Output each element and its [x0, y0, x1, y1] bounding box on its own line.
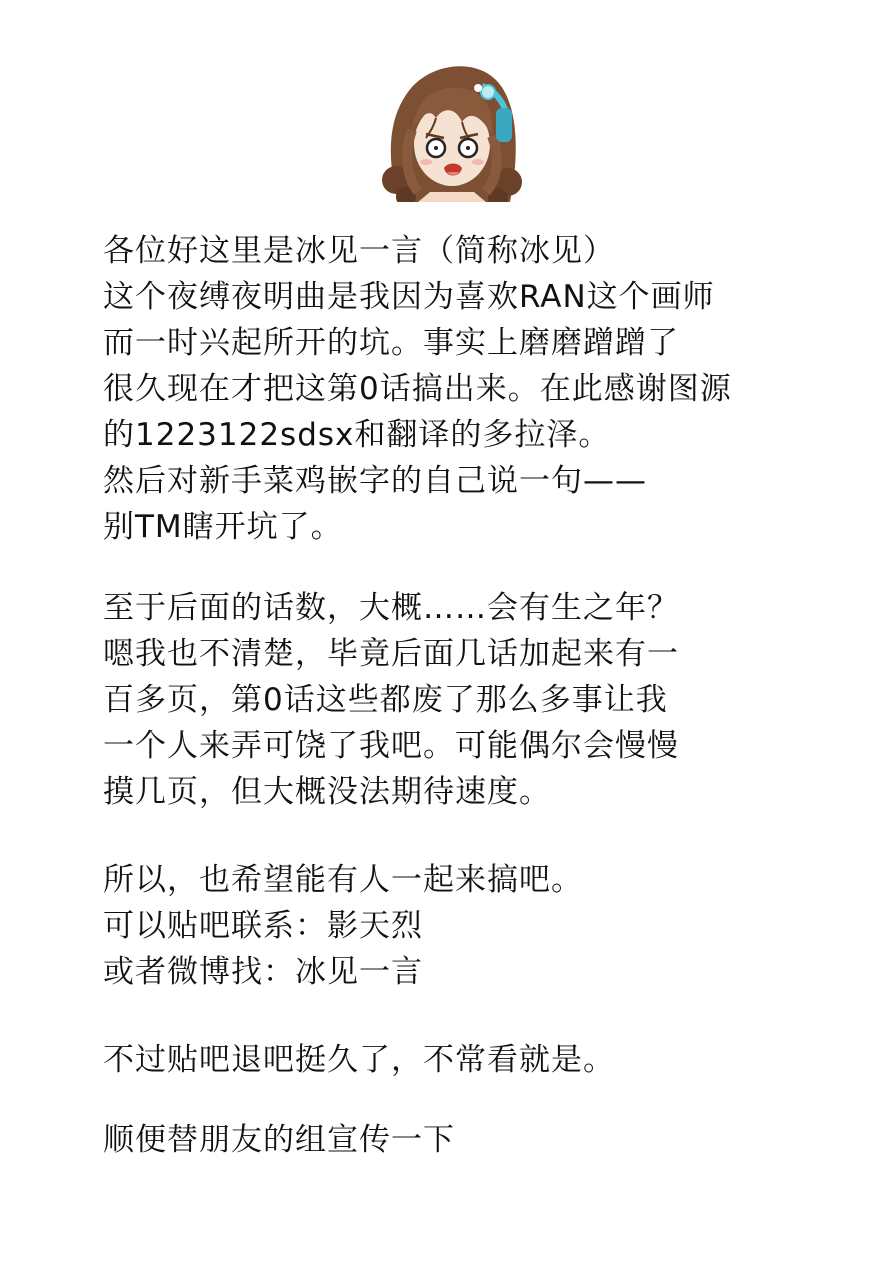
text-line: 顺便替朋友的组宣传一下 — [103, 1122, 455, 1158]
paragraph-note — [103, 1037, 863, 1083]
text-line: 的1223122sdsx和翻译的多拉泽。 — [103, 417, 611, 453]
text-line: 摸几页，但大概没法期待速度。 — [103, 774, 551, 810]
text-line: 很久现在才把这第0话搞出来。在此感谢图源 — [103, 371, 732, 407]
text-line: 所以，也希望能有人一起来搞吧。 — [103, 862, 583, 898]
text-line: 不过贴吧退吧挺久了，不常看就是。 — [103, 1042, 615, 1078]
paragraph-contact — [103, 857, 863, 995]
text-line: 可以贴吧联系：影天烈 — [103, 908, 423, 944]
text-line: 或者微博找：冰见一言 — [103, 954, 423, 990]
text-line: 百多页，第0话这些都废了那么多事让我 — [103, 682, 668, 718]
text-line: 而一时兴起所开的坑。事实上磨磨蹭蹭了 — [103, 325, 679, 361]
text-line: 然后对新手菜鸡嵌字的自己说一句—— — [103, 463, 647, 499]
text-line: 一个人来弄可饶了我吧。可能偶尔会慢慢 — [103, 728, 679, 764]
text-line: 别TM瞎开坑了。 — [103, 509, 343, 545]
paragraph-intro — [103, 228, 863, 550]
avatar — [378, 52, 526, 202]
text-line: 至于后面的话数，大概……会有生之年？ — [103, 590, 679, 626]
text-line: 这个夜缚夜明曲是我因为喜欢RAN这个画师 — [103, 279, 715, 315]
paragraph-future-chapters — [103, 585, 863, 815]
text-line: 各位好这里是冰见一言（简称冰见） — [103, 233, 615, 269]
paragraph-promo — [103, 1117, 863, 1163]
text-line: 嗯我也不清楚，毕竟后面几话加起来有一 — [103, 636, 679, 672]
anime-girl-shocked-avatar-icon — [378, 52, 526, 202]
